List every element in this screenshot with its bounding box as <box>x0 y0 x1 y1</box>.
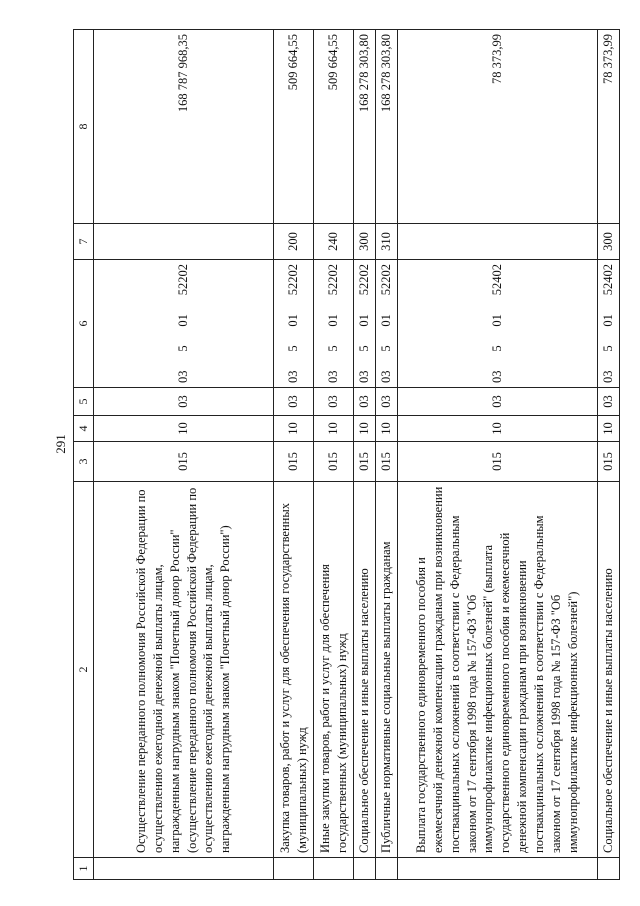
header-col-2: 2 <box>74 482 94 858</box>
grbs-code: 015 <box>597 442 619 482</box>
item-name: Выплата государственного единовременного пособия и ежемесячной денежной компенсации гражданам при возникновении поствакцинальных осложнений в соответствии с Федеральным законом от 17 сентября 1998 года № 157-ФЗ "Об иммунопрофилактике инфекционных болезней" (выплата государственного единовременного пособия и ежемесячной денежной компенсации гражданам при возникновении поствакцинальных осложнений в соответствии с Федеральным законом от 17 сентября 1998 года № 157-ФЗ "Об иммунопрофилактике инфекционных болезней") <box>397 482 597 858</box>
table-row <box>597 30 619 880</box>
col1-cell <box>397 858 597 880</box>
table-row <box>274 30 314 880</box>
rz-code: 10 <box>94 416 274 442</box>
vr-code: 200 <box>274 224 314 260</box>
pr-code: 03 <box>354 388 376 416</box>
header-col-7: 7 <box>74 224 94 260</box>
col1-cell <box>354 858 376 880</box>
header-row <box>74 30 94 880</box>
csr-part: 01 <box>489 314 504 327</box>
header-col-8: 8 <box>74 30 94 224</box>
vr-code: 300 <box>597 224 619 260</box>
page-number: 291 <box>53 434 68 454</box>
col1-cell <box>597 858 619 880</box>
rz-code: 10 <box>354 416 376 442</box>
header-col-5: 5 <box>74 388 94 416</box>
header-col-1: 1 <box>74 858 94 880</box>
item-name: Публичные нормативные социальные выплаты гражданам <box>375 482 397 858</box>
grbs-code: 015 <box>94 442 274 482</box>
csr-part: 03 <box>489 370 504 383</box>
csr-part: 01 <box>378 314 393 327</box>
csr-part: 52402 <box>600 264 615 296</box>
csr-code <box>94 260 274 388</box>
csr-part: 03 <box>176 370 190 383</box>
rotated-table-container <box>73 30 615 880</box>
csr-part: 52202 <box>326 264 340 296</box>
csr-part: 01 <box>600 314 615 327</box>
amount: 168 278 303,80 <box>354 30 376 224</box>
csr-part: 5 <box>326 345 340 352</box>
csr-code <box>274 260 314 388</box>
item-name: Закупка товаров, работ и услуг для обеспечения государственных (муниципальных) нужд <box>274 482 314 858</box>
vr-code: 240 <box>314 224 354 260</box>
table-row <box>375 30 397 880</box>
pr-code: 03 <box>397 388 597 416</box>
amount: 78 373,99 <box>597 30 619 224</box>
csr-part: 5 <box>489 345 504 352</box>
table-row <box>314 30 354 880</box>
csr-part: 01 <box>356 314 371 327</box>
csr-code <box>314 260 354 388</box>
header-col-3: 3 <box>74 442 94 482</box>
rz-code: 10 <box>397 416 597 442</box>
pr-code: 03 <box>94 388 274 416</box>
csr-part: 03 <box>356 370 371 383</box>
vr-code: 300 <box>354 224 376 260</box>
csr-part: 5 <box>600 345 615 352</box>
grbs-code: 015 <box>274 442 314 482</box>
rz-code: 10 <box>597 416 619 442</box>
csr-code <box>597 260 619 388</box>
table-row <box>94 30 274 880</box>
csr-part: 03 <box>326 370 340 383</box>
csr-part: 01 <box>326 314 340 327</box>
grbs-code: 015 <box>314 442 354 482</box>
rotated-table <box>73 30 615 880</box>
csr-part: 01 <box>286 314 300 327</box>
rz-code: 10 <box>274 416 314 442</box>
col1-cell <box>314 858 354 880</box>
amount: 78 373,99 <box>397 30 597 224</box>
csr-part: 52202 <box>176 264 190 296</box>
vr-code <box>94 224 274 260</box>
col1-cell <box>375 858 397 880</box>
header-col-4: 4 <box>74 416 94 442</box>
csr-code <box>375 260 397 388</box>
table-row <box>397 30 597 880</box>
item-name: Социальное обеспечение и иные выплаты населению <box>597 482 619 858</box>
pr-code: 03 <box>375 388 397 416</box>
rz-code: 10 <box>314 416 354 442</box>
csr-part: 52402 <box>489 264 504 296</box>
item-name: Иные закупки товаров, работ и услуг для обеспечения государственных (муниципальных) нужд <box>314 482 354 858</box>
budget-table <box>73 29 620 880</box>
header-col-6: 6 <box>74 260 94 388</box>
col1-cell <box>274 858 314 880</box>
csr-code <box>354 260 376 388</box>
amount: 168 787 968,35 <box>94 30 274 224</box>
amount: 509 664,55 <box>274 30 314 224</box>
grbs-code: 015 <box>354 442 376 482</box>
grbs-code: 015 <box>375 442 397 482</box>
rz-code: 10 <box>375 416 397 442</box>
item-name: Осуществление переданного полномочия Российской Федерации по осуществлению ежегодной денежной выплаты лицам, награжденным нагрудным знаком "Почетный донор России" (осуществление переданного полномочия Российской Федерации по осуществлению ежегодной денежной выплаты лицам, награжденным нагрудным знаком "Почетный донор России") <box>94 482 274 858</box>
pr-code: 03 <box>597 388 619 416</box>
col1-cell <box>94 858 274 880</box>
vr-code: 310 <box>375 224 397 260</box>
csr-part: 52202 <box>286 264 300 296</box>
csr-code <box>397 260 597 388</box>
csr-part: 03 <box>600 370 615 383</box>
pr-code: 03 <box>314 388 354 416</box>
csr-part: 03 <box>286 370 300 383</box>
csr-part: 5 <box>378 345 393 352</box>
csr-part: 52202 <box>378 264 393 296</box>
pr-code: 03 <box>274 388 314 416</box>
table-row <box>354 30 376 880</box>
csr-part: 52202 <box>356 264 371 296</box>
csr-part: 03 <box>378 370 393 383</box>
csr-part: 5 <box>356 345 371 352</box>
item-name: Социальное обеспечение и иные выплаты населению <box>354 482 376 858</box>
amount: 509 664,55 <box>314 30 354 224</box>
csr-part: 5 <box>286 345 300 352</box>
grbs-code: 015 <box>397 442 597 482</box>
amount: 168 278 303,80 <box>375 30 397 224</box>
csr-part: 5 <box>176 345 190 352</box>
vr-code <box>397 224 597 260</box>
csr-part: 01 <box>176 314 190 327</box>
